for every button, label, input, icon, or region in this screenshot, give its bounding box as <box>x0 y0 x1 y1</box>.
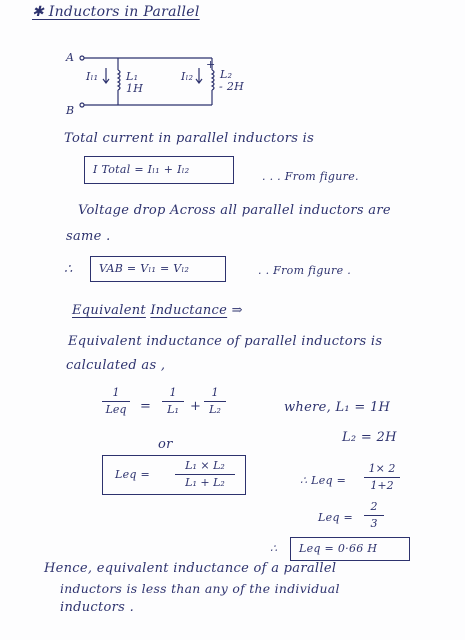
or-label: or <box>158 437 173 452</box>
lhs-denominator: Leq <box>105 403 127 416</box>
calc-lhs: ∴ Leq = <box>300 474 347 487</box>
term2-numerator: 1 <box>211 386 219 399</box>
inductor-l2-icon <box>212 70 214 90</box>
equivalent-heading-word1: Equivalent <box>72 303 146 318</box>
voltage-formula-box <box>90 256 226 282</box>
terminal-a-icon <box>80 56 84 60</box>
equals-sign: = <box>140 399 152 414</box>
node-b-label: B <box>66 104 75 117</box>
voltage-sentence-line2: same . <box>66 229 111 244</box>
where-l1: where, L₁ = 1H <box>284 400 391 415</box>
leq-formula-denominator: L₁ + L₂ <box>185 476 225 489</box>
inductor-l2-name: L₂ <box>220 68 233 81</box>
inductor-l2-value: - 2H <box>219 80 245 93</box>
inductor-l1-name: L₁ <box>126 70 139 83</box>
lhs-numerator: 1 <box>112 386 120 399</box>
result-box <box>290 537 410 561</box>
total-current-formula: I Total = Iₗ₁ + Iₗ₂ <box>93 163 190 176</box>
inductor-l1-icon <box>118 70 120 90</box>
calc2-denominator: 3 <box>370 517 378 530</box>
conclusion-line1: Hence, equivalent inductance of a parallel <box>44 561 337 576</box>
result-therefore: ∴ <box>270 542 278 555</box>
term1-denominator: L₁ <box>167 403 179 416</box>
equivalent-heading <box>72 303 243 318</box>
calc-denominator: 1+2 <box>370 479 394 492</box>
inductor-l2-plus: + <box>206 58 216 71</box>
inductor-l1-value: 1H <box>126 82 144 95</box>
lhs-fraction <box>102 386 130 417</box>
voltage-note: . . From figure . <box>258 264 352 277</box>
total-current-sentence: Total current in parallel inductors is <box>64 131 315 146</box>
calc2-lhs: Leq = <box>318 511 354 524</box>
equivalent-sentence-line1: Equivalent inductance of parallel inductors is <box>68 334 383 349</box>
page-title: ✱ Inductors in Parallel <box>32 4 200 20</box>
conclusion-line3: inductors . <box>60 600 135 615</box>
term2-fraction <box>204 386 226 417</box>
leq-formula-fraction <box>175 459 235 490</box>
conclusion-line2: inductors is less than any of the individual <box>60 581 340 596</box>
terminal-b-icon <box>80 103 84 107</box>
term1-numerator: 1 <box>169 386 177 399</box>
current-l1-label: Iₗ₁ <box>86 70 99 83</box>
result-value: Leq = 0·66 H <box>299 542 378 555</box>
voltage-sentence-line1: Voltage drop Across all parallel inductors are <box>78 203 391 218</box>
calc2-numerator: 2 <box>370 500 378 513</box>
heading-arrow-icon: ⇒ <box>231 303 243 318</box>
leq-formula-box <box>102 455 246 495</box>
l2-value: L₂ = 2H <box>342 430 397 445</box>
leq-formula-numerator: L₁ × L₂ <box>185 459 225 472</box>
equivalent-sentence-line2: calculated as , <box>66 358 166 373</box>
term2-denominator: L₂ <box>209 403 221 416</box>
term1-fraction <box>162 386 184 417</box>
leq-formula-lhs: Leq = <box>115 468 151 481</box>
total-current-formula-box <box>84 156 234 184</box>
plus-sign: + <box>190 399 202 414</box>
equivalent-heading-word2: Inductance <box>150 303 228 318</box>
node-a-label: A <box>66 51 75 64</box>
voltage-formula: VAB = Vₗ₁ = Vₗ₂ <box>99 262 190 275</box>
voltage-therefore: ∴ <box>64 262 73 277</box>
total-current-note: . . . From figure. <box>262 170 359 183</box>
calc-numerator: 1× 2 <box>368 462 396 475</box>
calc2-fraction <box>364 500 384 531</box>
current-l2-label: Iₗ₂ <box>181 70 194 83</box>
calc-fraction <box>364 462 400 493</box>
